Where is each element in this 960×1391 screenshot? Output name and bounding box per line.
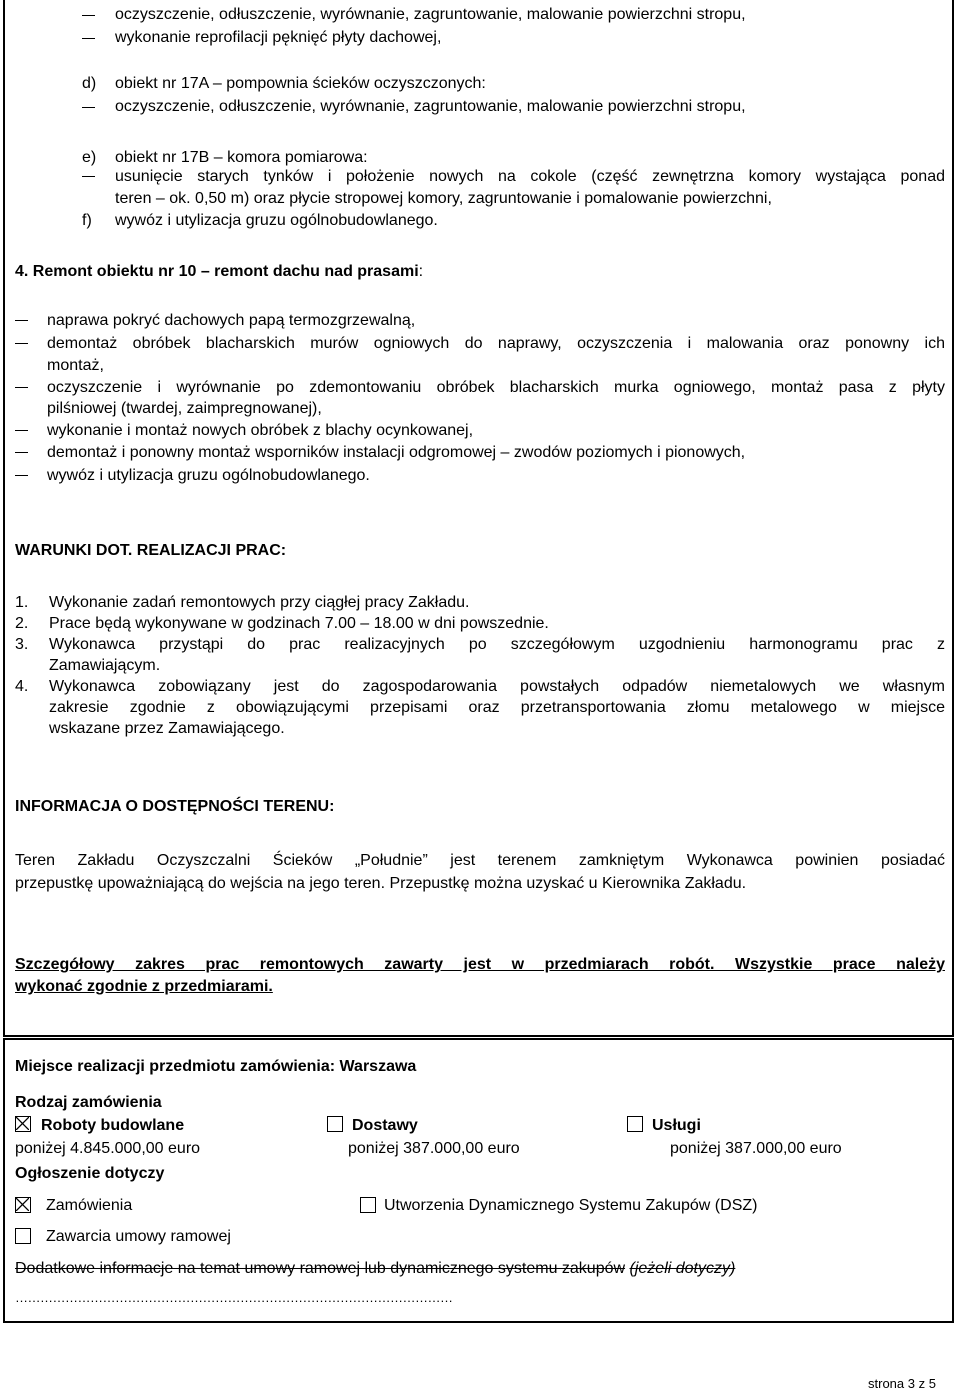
list-dash	[15, 452, 28, 453]
paragraph-continued: przepustkę upoważniającą do wejścia na jego teren. Przepustkę można uzyskać u Kierownika Zakładu.	[15, 875, 747, 892]
uslugi-checkbox[interactable]	[627, 1116, 643, 1132]
dostawy-checkbox[interactable]	[327, 1116, 343, 1132]
roboty-threshold: poniżej 4.845.000,00 euro	[15, 1140, 201, 1157]
list-item: Wykonawca zobowiązany jest do zagospodarowania powstałych odpadów niemetalowych we własnym	[49, 678, 945, 695]
notice-concerns-label: Ogłoszenie dotyczy	[15, 1165, 165, 1182]
list-dash	[15, 320, 28, 321]
object-heading: obiekt nr 17B – komora pomiarowa:	[115, 149, 368, 166]
list-dash	[15, 475, 28, 476]
list-dash	[15, 430, 28, 431]
list-item: oczyszczenie, odłuszczenie, wyrównanie, zagruntowanie, malowanie powierzchni stropu,	[115, 6, 746, 23]
list-item: Wykonawca przystąpi do prac realizacyjnych po szczegółowym uzgodnieniu harmonogramu prac z	[49, 636, 945, 653]
zamowienia-checkbox[interactable]	[15, 1197, 31, 1213]
list-item-continued: teren – ok. 0,50 m) oraz płycie stropowej komory, zagruntowanie i pomalowanie powierzchni,	[115, 190, 772, 207]
dsz-checkbox[interactable]	[360, 1197, 376, 1213]
list-item: wykonanie i montaż nowych obróbek z blachy ocynkowanej,	[47, 422, 474, 439]
list-marker: f)	[82, 212, 92, 229]
list-number: 2.	[15, 615, 29, 632]
list-item: demontaż i ponowny montaż wsporników instalacji odgromowej – zwodów poziomych i pionowych,	[47, 444, 746, 461]
list-item: demontaż obróbek blacharskich murów ogniowych do naprawy, oczyszczenia i malowania oraz ponowny ich	[47, 335, 945, 352]
list-item-continued: zakresie zgodnie z obowiązującymi przepisami oraz przetransportowania złomu metalowego w miejsce	[49, 699, 945, 716]
scope-note-continued: wykonać zgodnie z przedmiarami.	[15, 978, 273, 995]
scope-note: Szczegółowy zakres prac remontowych zawarty jest w przedmiarach robót. Wszystkie prace należy	[15, 956, 945, 973]
check-x-icon	[16, 1198, 29, 1211]
zamowienia-label: Zamówienia	[46, 1197, 133, 1214]
list-dash	[15, 343, 28, 344]
check-x-icon	[16, 1117, 29, 1130]
fill-in-dots: ……………………………………………………………………………………………	[15, 1290, 453, 1305]
list-dash	[15, 387, 28, 388]
list-number: 1.	[15, 594, 29, 611]
ramowa-checkbox[interactable]	[15, 1228, 31, 1244]
dostawy-threshold: poniżej 387.000,00 euro	[348, 1140, 520, 1157]
list-number: 3.	[15, 636, 29, 653]
list-dash	[82, 107, 95, 108]
list-item: wywóz i utylizacja gruzu ogólnobudowlanego.	[115, 212, 438, 229]
list-item: usunięcie starych tynków i położenie nowych na cokole (część zewnętrzna komory wystająca ponad	[115, 168, 945, 185]
additional-info-label: Dodatkowe informacje na temat umowy ramowej lub dynamicznego systemu zakupów (jeżeli dotyczy)	[15, 1260, 736, 1277]
roboty-label: Roboty budowlane	[41, 1117, 185, 1134]
list-item: naprawa pokryć dachowych papą termozgrzewalną,	[47, 312, 416, 329]
section-heading: 4. Remont obiektu nr 10 – remont dachu nad prasami:	[15, 263, 424, 280]
paragraph: Teren Zakładu Oczyszczalni Ścieków „Południe” jest terenem zamkniętym Wykonawca powinien posiadać	[15, 852, 945, 869]
list-item: Wykonanie zadań remontowych przy ciągłej pracy Zakładu.	[49, 594, 470, 611]
dostawy-label: Dostawy	[352, 1117, 418, 1134]
list-marker: e)	[82, 149, 97, 166]
list-item-continued: wskazane przez Zamawiającego.	[49, 720, 285, 737]
roboty-checkbox[interactable]	[15, 1116, 31, 1132]
list-item-continued: pilśniowej (twardej, zaimpregnowanej),	[47, 400, 322, 417]
list-item: Prace będą wykonywane w godzinach 7.00 – 18.00 w dni powszednie.	[49, 615, 549, 632]
uslugi-label: Usługi	[652, 1117, 701, 1134]
list-marker: d)	[82, 75, 97, 92]
object-heading: obiekt nr 17A – pompownia ścieków oczyszczonych:	[115, 75, 486, 92]
order-type-label: Rodzaj zamówienia	[15, 1094, 162, 1111]
list-item-continued: montaż,	[47, 357, 104, 374]
list-dash	[82, 15, 95, 16]
list-dash	[82, 176, 95, 177]
list-item: oczyszczenie i wyrównanie po zdemontowaniu obróbek blacharskich murka ogniowego, montaż pasa z płyty	[47, 379, 945, 396]
section-heading: WARUNKI DOT. REALIZACJI PRAC:	[15, 542, 287, 559]
uslugi-threshold: poniżej 387.000,00 euro	[670, 1140, 842, 1157]
list-item: wywóz i utylizacja gruzu ogólnobudowlanego.	[47, 467, 370, 484]
list-item-continued: Zamawiającym.	[49, 657, 161, 674]
section-heading: INFORMACJA O DOSTĘPNOŚCI TERENU:	[15, 798, 335, 815]
page-number: strona 3 z 5	[868, 1376, 936, 1391]
ramowa-label: Zawarcia umowy ramowej	[46, 1228, 231, 1245]
dsz-label: Utworzenia Dynamicznego Systemu Zakupów (DSZ)	[384, 1197, 758, 1214]
location-label: Miejsce realizacji przedmiotu zamówienia: Warszawa	[15, 1058, 417, 1075]
list-dash	[82, 38, 95, 39]
list-item: oczyszczenie, odłuszczenie, wyrównanie, zagruntowanie, malowanie powierzchni stropu,	[115, 98, 746, 115]
list-number: 4.	[15, 678, 29, 695]
list-item: wykonanie reprofilacji pęknięć płyty dachowej,	[115, 29, 442, 46]
